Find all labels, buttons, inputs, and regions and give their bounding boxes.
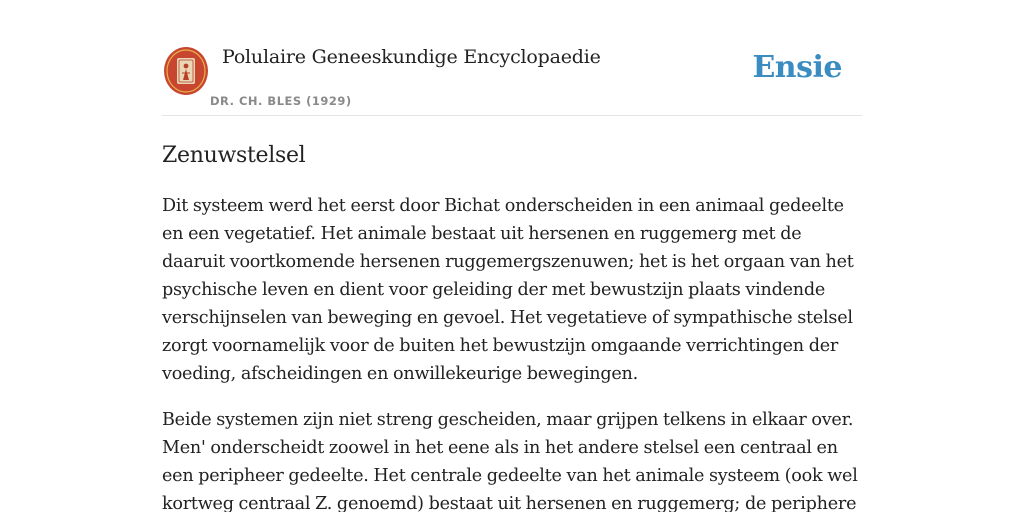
brand-logo[interactable]: Ensie xyxy=(752,50,842,85)
article-paragraph: Dit systeem werd het eerst door Bichat onderscheiden in een animaal gedeelte en een vegetatief. Het animale bestaat uit hersenen en ruggemerg met de daaruit voortkomende hersenen ruggemergszenuwen; het is het orgaan van het psychische leven en dient voor geleiding der met bewustzijn plaats vindende verschijnselen van beweging en gevoel. Het vegetatieve of sympathische stelsel zorgt voornamelijk voor de buiten het bewustzijn omgaande verrichtingen der voeding, afscheidingen en onwillekeurige bewegingen. xyxy=(162,196,854,384)
book-title[interactable]: Polulaire Geneeskundige Encyclopaedie xyxy=(222,46,601,68)
book-cover-icon[interactable] xyxy=(164,47,208,95)
header xyxy=(162,0,862,116)
page xyxy=(162,0,862,512)
author-label: DR. CH. BLES (1929) xyxy=(210,94,352,108)
article-paragraph: Beide systemen zijn niet streng gescheiden, maar grijpen telkens in elkaar over. Men' onderscheidt zoowel in het eene als in het andere stelsel een centraal en een peripheer gedeelte. Het centrale gedeelte van het animale systeem (ook wel kortweg centraal Z. genoemd) bestaat uit hersenen en ruggemerg; de periphere xyxy=(162,410,858,512)
article-title: Zenuwstelsel xyxy=(162,143,306,168)
